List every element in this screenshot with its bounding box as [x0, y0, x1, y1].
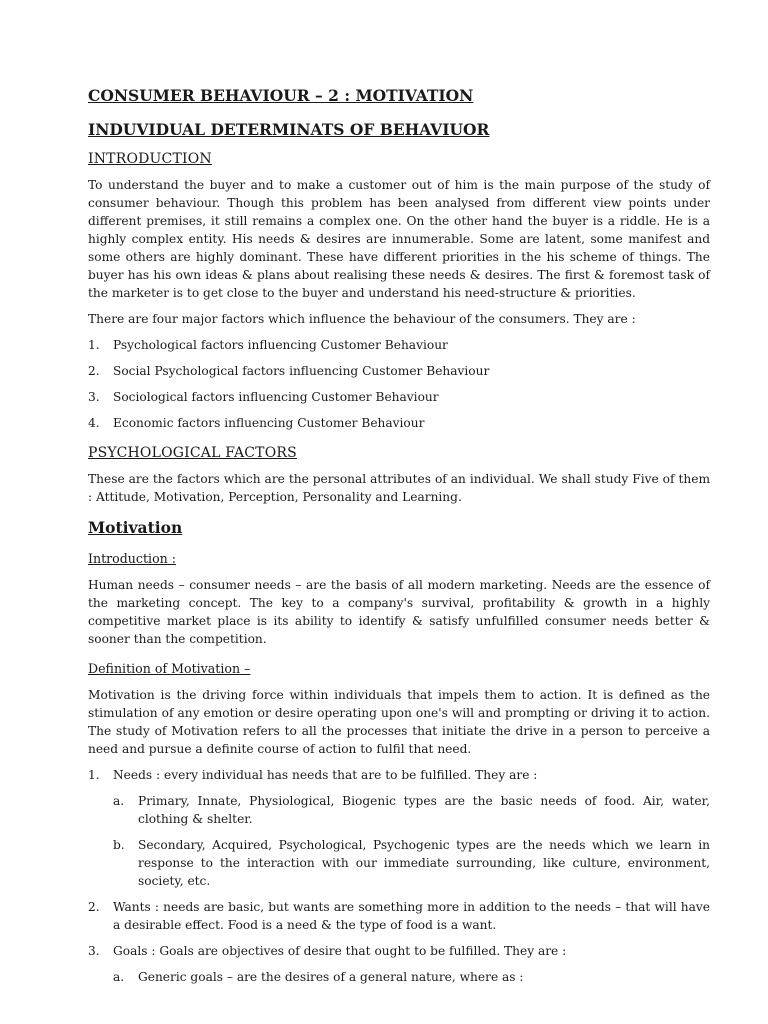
list-text: Economic factors influencing Customer Behaviour	[113, 416, 425, 430]
sub-list-item	[113, 836, 710, 890]
list-number: 2.	[88, 900, 100, 914]
motivation-heading: Motivation	[88, 518, 183, 537]
list-text: Social Psychological factors influencing Customer Behaviour	[113, 364, 490, 378]
sub-list-text: Primary, Innate, Physiological, Biogenic types are the basic needs of food. Air, water, clothing & shelter.	[138, 794, 710, 826]
list-number: 1.	[88, 338, 100, 352]
motivation-introduction-heading: Introduction :	[88, 551, 177, 566]
list-number: 1.	[88, 768, 100, 782]
sub-list-text: Secondary, Acquired, Psychological, Psychogenic types are the needs which we learn in response to the interaction with our immediate surrounding, like culture, environment, society, etc.	[138, 838, 710, 888]
list-text: Goals : Goals are objectives of desire that ought to be fulfilled. They are :	[113, 944, 567, 958]
list-text: Psychological factors influencing Customer Behaviour	[113, 338, 448, 352]
introduction-heading: INTRODUCTION	[88, 151, 212, 167]
list-number: 4.	[88, 416, 100, 430]
motivation-introduction-paragraph: Human needs – consumer needs – are the basis of all modern marketing. Needs are the essence of the marketing concept. The key to a company's survival, profitability & growth in a highly competitive market place is its ability to identify & satisfy unfulfilled consumer needs better & sooner than the competition.	[88, 578, 710, 646]
list-text: Sociological factors influencing Customer Behaviour	[113, 390, 439, 404]
factors-intro-paragraph: There are four major factors which influence the behaviour of the consumers. They are :	[88, 312, 636, 326]
sub-list-letter: a.	[113, 970, 125, 984]
document-subtitle: INDUVIDUAL DETERMINATS OF BEHAVIUOR	[88, 120, 490, 139]
list-item	[88, 898, 710, 934]
list-item	[88, 414, 710, 432]
list-text: Needs : every individual has needs that are to be fulfilled. They are :	[113, 768, 538, 782]
document-page	[88, 86, 710, 994]
introduction-paragraph: To understand the buyer and to make a customer out of him is the main purpose of the study of consumer behaviour. Though this problem has been analysed from different view points under different premises, it still remains a complex one. On the other hand the buyer is a riddle. He is a highly complex entity. His needs & desires are innumerable. Some are latent, some manifest and some others are highly dominant. These have different priorities in the his scheme of things. The buyer has his own ideas & plans about realising these needs & desires. The first & foremost task of the marketer is to get close to the buyer and understand his need-structure & priorities.	[88, 178, 710, 300]
definition-heading: Definition of Motivation –	[88, 661, 251, 676]
document-title: CONSUMER BEHAVIOUR – 2 : MOTIVATION	[88, 86, 474, 105]
factors-list	[88, 336, 710, 432]
psychological-factors-heading: PSYCHOLOGICAL FACTORS	[88, 445, 297, 461]
list-text: Wants : needs are basic, but wants are something more in addition to the needs – that will have a desirable effect. Food is a need & the type of food is a want.	[113, 900, 710, 932]
sub-list-letter: a.	[113, 794, 125, 808]
list-number: 2.	[88, 364, 100, 378]
list-item	[88, 336, 710, 354]
list-item	[88, 388, 710, 406]
list-item	[88, 766, 710, 784]
list-number: 3.	[88, 944, 100, 958]
sub-list-item	[113, 792, 710, 828]
psychological-factors-paragraph: These are the factors which are the personal attributes of an individual. We shall study Five of them : Attitude, Motivation, Perception, Personality and Learning.	[88, 472, 710, 504]
definition-paragraph: Motivation is the driving force within individuals that impels them to action. It is defined as the stimulation of any emotion or desire operating upon one's will and prompting or driving it to action. The study of Motivation refers to all the processes that initiate the drive in a person to perceive a need and pursue a definite course of action to fulfil that need.	[88, 688, 710, 756]
sub-list-text: Generic goals – are the desires of a general nature, where as :	[138, 970, 524, 984]
list-item	[88, 942, 710, 960]
list-number: 3.	[88, 390, 100, 404]
sub-list-letter: b.	[113, 838, 125, 852]
list-item	[88, 362, 710, 380]
sub-list-item	[113, 968, 710, 986]
